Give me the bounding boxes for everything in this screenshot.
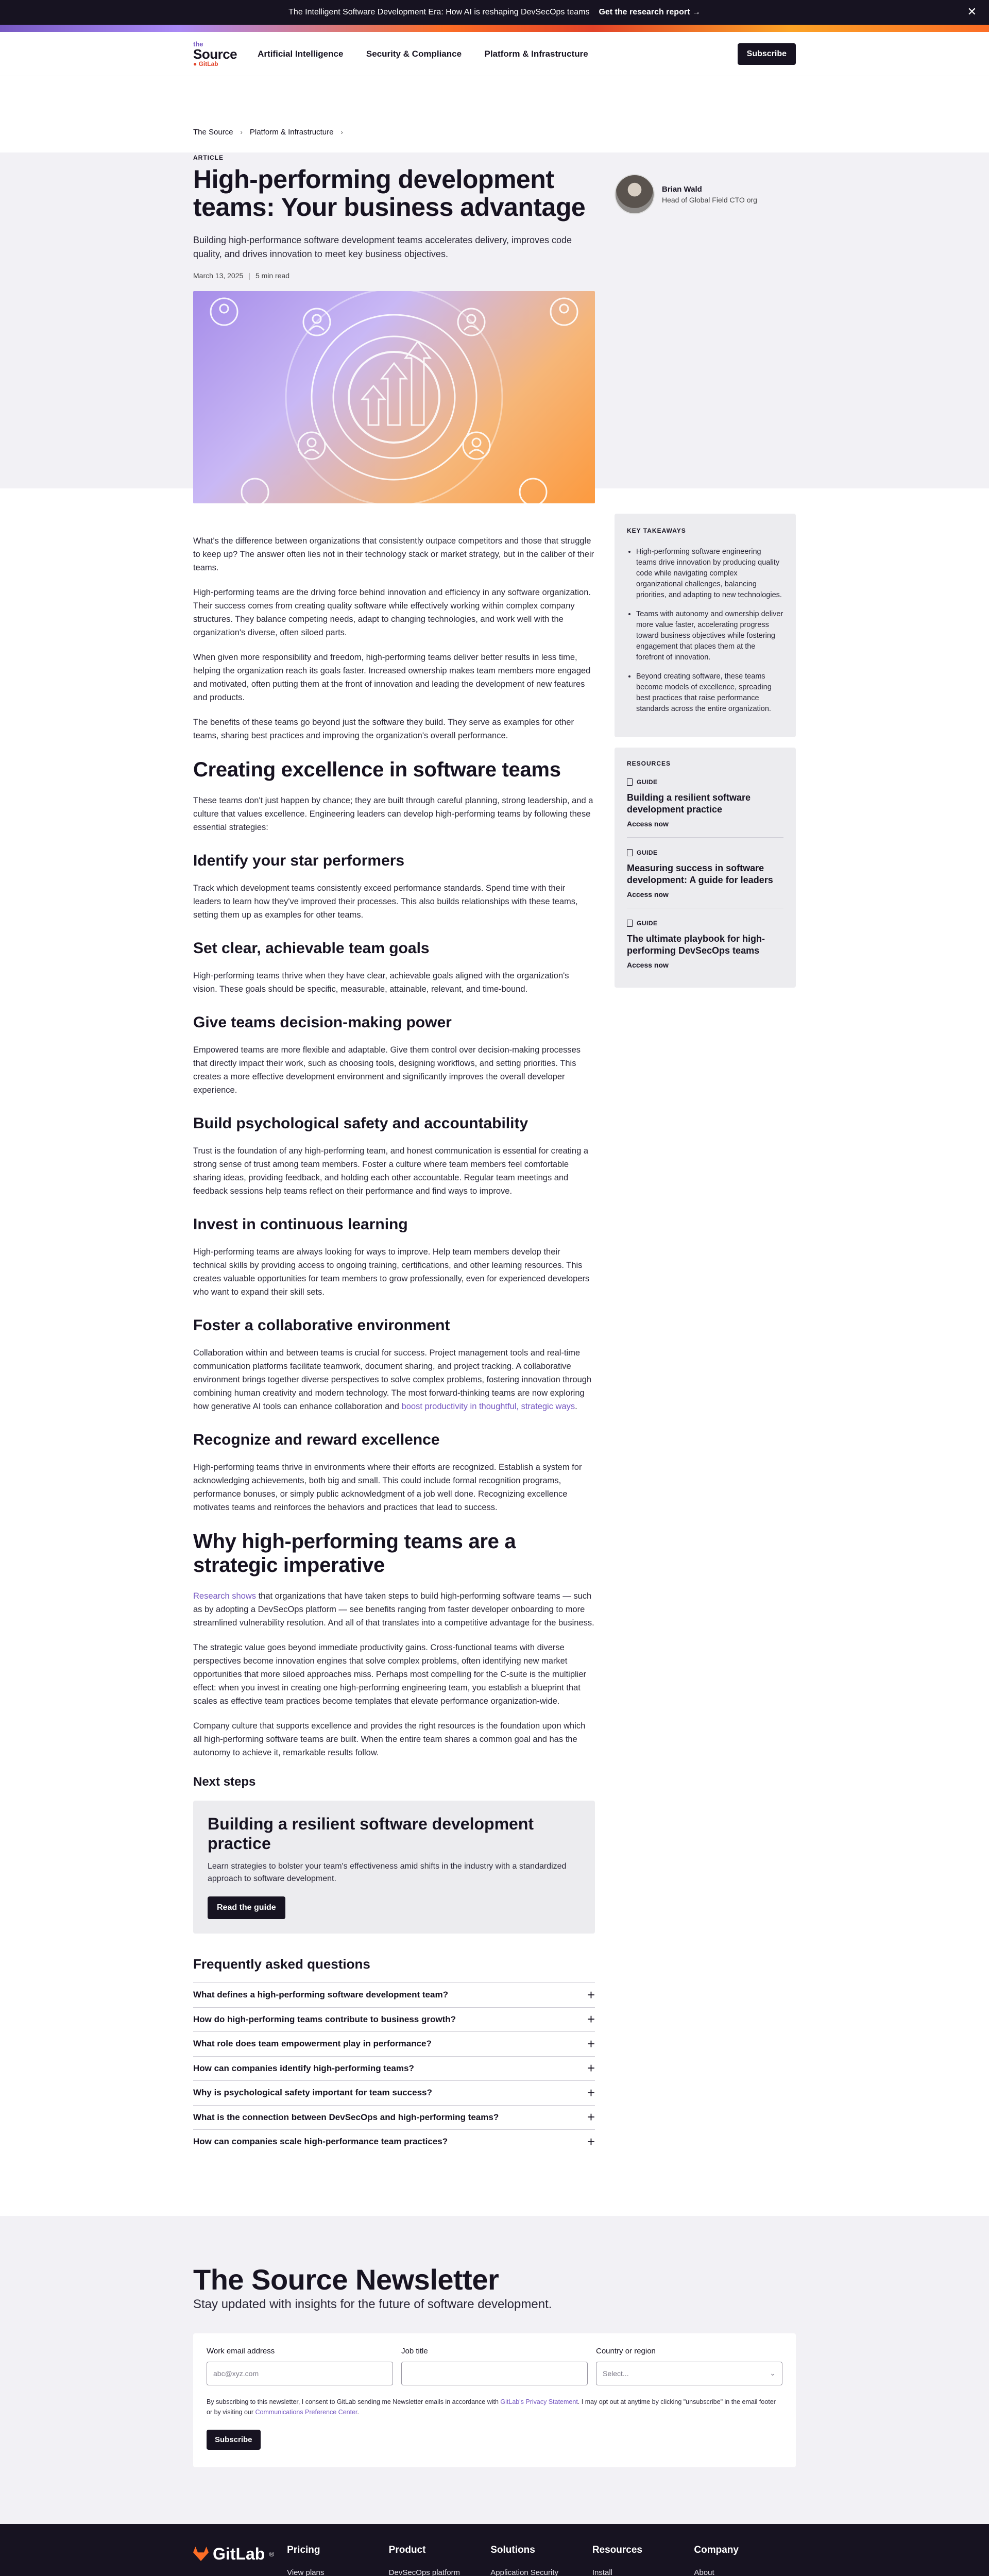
paragraph: High-performing teams thrive when they have clear, achievable goals aligned with the organization's vision. These goals should be specific, measurable, attainable, relevant, and time-bound.: [193, 971, 569, 994]
subsection-heading: Recognize and reward excellence: [193, 1431, 440, 1448]
gitlab-logo[interactable]: [193, 2545, 287, 2564]
consent-text-part: .: [357, 2408, 359, 2416]
paragraph: High-performing teams thrive in environments where their efforts are recognized. Establish a system for acknowledging achievements, both big and small. This could include formal recognition programs, performance bonuses, or simply public acknowledgment of a job well done. Recognizing excellence motivates teams and reinforces the behaviors and practices that lead to success.: [193, 1463, 582, 1512]
footer-column: [490, 2545, 592, 2576]
paragraph: Track which development teams consistently exceed performance standards. Spend time with their leaders to learn how they've improved their processes. This also builds relationships with these teams, setting them up as examples for other teams.: [193, 884, 578, 920]
faq-list: [193, 1982, 595, 2154]
resource-type: [627, 778, 783, 786]
the-source-logo[interactable]: [193, 41, 237, 67]
footer-column: [389, 2545, 491, 2576]
brand-stripe: [0, 25, 989, 32]
card-description: Learn strategies to bolster your team's effectiveness amid shifts in the industry with a standardized approach to software development.: [208, 1862, 567, 1883]
paragraph: When given more responsibility and freedom, high-performing teams deliver better results in less time, helping the organization reach its goals faster. Increased ownership makes team members more engaged and motivated, often putting them at the front of innovation and leading the development of new features and products.: [193, 653, 591, 702]
document-icon: [627, 920, 633, 927]
faq-question: What is the connection between DevSecOps and high-performing teams?: [193, 2112, 499, 2122]
faq-question: What role does team empowerment play in performance?: [193, 2039, 432, 2049]
privacy-statement-link[interactable]: GitLab's Privacy Statement: [500, 2398, 578, 2405]
next-steps-card: [193, 1801, 595, 1934]
newsletter-section: [0, 2216, 989, 2524]
paragraph: Company culture that supports excellence and provides the right resources is the foundation upon which all high-performing software teams are built. When the entire team shares a common goal and has the autonomy to achieve it, remarkable results follow.: [193, 1721, 586, 1757]
country-select[interactable]: [596, 2362, 782, 2385]
plus-icon: +: [587, 2036, 595, 2052]
resources-panel: [615, 748, 796, 988]
faq-item[interactable]: [193, 2056, 595, 2081]
faq-question: Why is psychological safety important for team success?: [193, 2088, 432, 2098]
newsletter-subscribe-button[interactable]: Subscribe: [207, 2430, 261, 2450]
main-nav: [258, 49, 609, 59]
resource-access-link[interactable]: Access now: [627, 961, 669, 969]
section-heading: Creating excellence in software teams: [193, 758, 561, 781]
resource-type-label: GUIDE: [637, 920, 658, 927]
document-icon: [627, 849, 633, 856]
subsection-heading: Invest in continuous learning: [193, 1216, 408, 1233]
email-label: Work email address: [207, 2346, 275, 2355]
resource-type: [627, 920, 783, 927]
list-item: • Beyond creating software, these teams become models of excellence, spreading best practices that raise performance standards across the entire organization.: [636, 671, 783, 715]
paragraph: Trust is the foundation of any high-performing team, and honest communication is essential for creating a strong sense of trust among team members. Foster a culture where team members feel comfortable sharing ideas, providing feedback, and holding each other accountable. Regular team meetings and feedback sessions help teams reflect on their performance and find ways to improve.: [193, 1146, 589, 1196]
footer-link[interactable]: Application Security: [490, 2568, 558, 2576]
article-meta: [193, 272, 595, 280]
subsection-heading: Give teams decision-making power: [193, 1014, 452, 1031]
footer-column-heading: Solutions: [490, 2544, 535, 2555]
footer-link[interactable]: View plans: [287, 2568, 325, 2576]
key-takeaways-panel: [615, 514, 796, 737]
nav-item-security[interactable]: Security & Compliance: [366, 48, 462, 59]
announcement-cta-link[interactable]: Get the research report →: [599, 8, 701, 16]
footer-link[interactable]: Install: [592, 2568, 613, 2576]
breadcrumb-item-source[interactable]: The Source: [193, 128, 233, 137]
plus-icon: +: [587, 2084, 595, 2100]
takeaways-list: [627, 547, 783, 715]
footer-column-heading: Resources: [592, 2544, 642, 2555]
page-title: High-performing development teams: Your business advantage: [193, 165, 586, 222]
country-select-value: Select...: [603, 2369, 629, 2378]
resource-type: [627, 849, 783, 856]
list-item: • High-performing software engineering teams drive innovation by producing quality code while navigating complex organizational challenges, balancing priorities, and adapting to new technologies.: [636, 547, 783, 601]
job-title-field[interactable]: [401, 2362, 588, 2385]
paragraph: [193, 1346, 595, 1413]
newsletter-subtitle: Stay updated with insights for the future of software development.: [193, 2297, 552, 2311]
footer-column: [694, 2545, 796, 2576]
paragraph: The benefits of these teams go beyond just the software they build. They serve as examples for other teams, sharing best practices and improving the organization's overall performance.: [193, 718, 574, 740]
resource-card[interactable]: [627, 908, 783, 978]
card-title: Building a resilient software development practice: [208, 1815, 534, 1853]
resource-card[interactable]: [627, 838, 783, 908]
faq-question: How can companies identify high-performing teams?: [193, 2063, 414, 2073]
paragraph: High-performing teams are the driving force behind innovation and efficiency in any software organization. Their success comes from creating quality software while effectively working within complex company structures. They balance competing needs, adapt to changing technologies, and work well with the organization's diverse, often siloed parts.: [193, 588, 591, 637]
plus-icon: +: [587, 2133, 595, 2149]
newsletter-form: [193, 2333, 796, 2467]
resource-title: Measuring success in software development: A guide for leaders: [627, 863, 773, 885]
paragraph: [193, 1589, 595, 1630]
chevron-right-icon: ›: [340, 128, 343, 136]
email-field[interactable]: abc@xyz.com: [207, 2362, 393, 2385]
list-item: • Teams with autonomy and ownership deliver more value faster, accelerating progress toward business objectives while fostering engagement that places them at the forefront of innovation.: [636, 609, 783, 663]
resource-card[interactable]: [627, 767, 783, 838]
job-title-label: Job title: [401, 2346, 428, 2355]
paragraph: These teams don't just happen by chance; they are built through careful planning, strong leadership, and a culture that values excellence. Engineering leaders can develop high-performing teams by following these essential strategies:: [193, 796, 593, 832]
faq-item[interactable]: [193, 1982, 595, 2007]
faq-question: How do high-performing teams contribute to business growth?: [193, 2014, 456, 2024]
announcement-text: The Intelligent Software Development Era: How AI is reshaping DevSecOps teams: [288, 8, 590, 16]
document-icon: [627, 778, 633, 786]
footer-column-heading: Company: [694, 2544, 739, 2555]
site-footer: [0, 2524, 989, 2576]
subsection-heading: Set clear, achievable team goals: [193, 940, 430, 957]
author-role: Head of Global Field CTO org: [662, 195, 757, 204]
chevron-down-icon: ⌄: [770, 2369, 776, 2377]
logo-wordmark: Source: [193, 46, 237, 62]
author-name: Brian Wald: [662, 184, 702, 194]
productivity-link[interactable]: boost productivity in thoughtful, strategic ways: [401, 1402, 575, 1411]
read-time: 5 min read: [255, 272, 290, 280]
plus-icon: +: [587, 2109, 595, 2125]
footer-column-heading: Pricing: [287, 2544, 320, 2555]
close-icon[interactable]: ✕: [967, 5, 977, 18]
breadcrumb-item-platform[interactable]: Platform & Infrastructure: [249, 128, 334, 137]
consent-text-part: By subscribing to this newsletter, I consent to GitLab sending me Newsletter emails in accordance with: [207, 2398, 501, 2405]
article-body: [193, 534, 595, 1759]
section-heading: Why high-performing teams are a strategic imperative: [193, 1530, 516, 1577]
faq-item[interactable]: [193, 2007, 595, 2032]
subsection-heading: Foster a collaborative environment: [193, 1317, 450, 1334]
preference-center-link[interactable]: Communications Preference Center: [255, 2408, 357, 2416]
resource-access-link[interactable]: Access now: [627, 890, 669, 899]
takeaways-label: KEY TAKEAWAYS: [627, 527, 686, 534]
subsection-heading: Build psychological safety and accountability: [193, 1115, 528, 1132]
footer-column: [592, 2545, 694, 2576]
faq-question: How can companies scale high-performance team practices?: [193, 2137, 448, 2147]
newsletter-title: The Source Newsletter: [193, 2263, 499, 2296]
logo-gitlab-tag: ● GitLab: [193, 60, 218, 67]
consent-text-part: . I may opt out at anytime by clicking "unsubscribe" in the email footer or by visiting our: [207, 2398, 776, 2416]
growth-arrows-illustration: [193, 291, 595, 503]
footer-column: [287, 2545, 389, 2576]
faq-item[interactable]: [193, 2080, 595, 2105]
country-label: Country or region: [596, 2346, 656, 2355]
faq-heading: Frequently asked questions: [193, 1956, 370, 1972]
article-eyebrow: ARTICLE: [193, 154, 224, 161]
paragraph-text: that organizations that have taken steps to build high-performing software teams — such as by adopting a DevSecOps platform — see benefits ranging from faster developer onboarding to more streamlined vulnerability resolution. And all of that translates into a competitive advantage for the business.: [193, 1591, 594, 1628]
paragraph: What's the difference between organizations that consistently outpace competitors and those that struggle to keep up? The answer often lies not in their technology stack or market strategy, but in the caliber of their teams.: [193, 536, 594, 572]
plus-icon: +: [587, 1987, 595, 2003]
hero-illustration: [193, 291, 595, 503]
meta-divider: |: [248, 272, 250, 280]
breadcrumb: [193, 76, 595, 137]
resource-type-label: GUIDE: [637, 849, 658, 856]
resource-access-link[interactable]: Access now: [627, 820, 669, 828]
gitlab-wordmark: GitLab: [213, 2544, 265, 2563]
paragraph-text: .: [575, 1402, 577, 1411]
site-header: [0, 32, 989, 76]
paragraph-text: Collaboration within and between teams is crucial for success. Project management tools and real-time communication platforms facilitate teamwork, document sharing, and project tracking. A collaborative environment brings together diverse perspectives to solve complex problems, fostering innovation through combining human creativity and modern technology. The most forward-thinking teams are now exploring how generative AI tools can enhance collaboration and: [193, 1348, 592, 1411]
faq-question: What defines a high-performing software development team?: [193, 1990, 448, 2000]
resource-title: Building a resilient software development practice: [627, 792, 751, 815]
subsection-heading: Identify your star performers: [193, 852, 405, 869]
faq-item[interactable]: [193, 2105, 595, 2130]
resource-title: The ultimate playbook for high-performing DevSecOps teams: [627, 934, 765, 956]
paragraph: Empowered teams are more flexible and adaptable. Give them control over decision-making processes that directly impact their work, such as choosing tools, designing workflows, and setting priorities. This creates a more effective development environment and significantly improves the overall developer experience.: [193, 1045, 581, 1095]
tanuki-icon: [193, 2547, 209, 2561]
resources-label: RESOURCES: [627, 760, 671, 767]
next-steps-heading: Next steps: [193, 1775, 256, 1789]
footer-column-heading: Product: [388, 2544, 426, 2555]
logo-prefix: the: [193, 40, 203, 48]
paragraph: High-performing teams are always looking for ways to improve. Help team members develop their technical skills by providing access to ongoing training, certifications, and other learning resources. This creates valuable opportunities for team members to grow professionally, even for experienced developers who want to expand their skill sets.: [193, 1247, 590, 1297]
paragraph: The strategic value goes beyond immediate productivity gains. Cross-functional teams with diverse perspectives become innovation engines that solve complex problems, often identifying new market opportunities that more siloed approaches miss. Perhaps most compelling for the C-suite is the multiplier effect: when you invest in creating one high-performing engineering team, you establish a blueprint that scales as effective team practices become templates that elevate performance organization-wide.: [193, 1643, 587, 1706]
research-link[interactable]: Research shows: [193, 1591, 256, 1601]
footer-link[interactable]: About: [694, 2568, 714, 2576]
consent-text: [207, 2397, 782, 2417]
chevron-right-icon: ›: [240, 128, 243, 136]
plus-icon: +: [587, 2060, 595, 2076]
nav-item-ai[interactable]: Artificial Intelligence: [258, 48, 344, 59]
resource-type-label: GUIDE: [637, 778, 658, 786]
nav-item-platform[interactable]: Platform & Infrastructure: [484, 48, 588, 59]
faq-item[interactable]: [193, 2031, 595, 2056]
article-main: [193, 76, 595, 503]
article-lead: Building high-performance software development teams accelerates delivery, improves code quality, and drives innovation to meet key business objectives.: [193, 235, 572, 259]
registered-mark: ®: [269, 2550, 275, 2558]
plus-icon: +: [587, 2011, 595, 2027]
read-guide-button[interactable]: Read the guide: [208, 1896, 285, 1919]
footer-link[interactable]: DevSecOps platform: [388, 2568, 461, 2576]
announcement-bar: [0, 0, 989, 25]
header-subscribe-button[interactable]: Subscribe: [738, 43, 796, 65]
publish-date: March 13, 2025: [193, 272, 244, 280]
faq-item[interactable]: [193, 2129, 595, 2154]
